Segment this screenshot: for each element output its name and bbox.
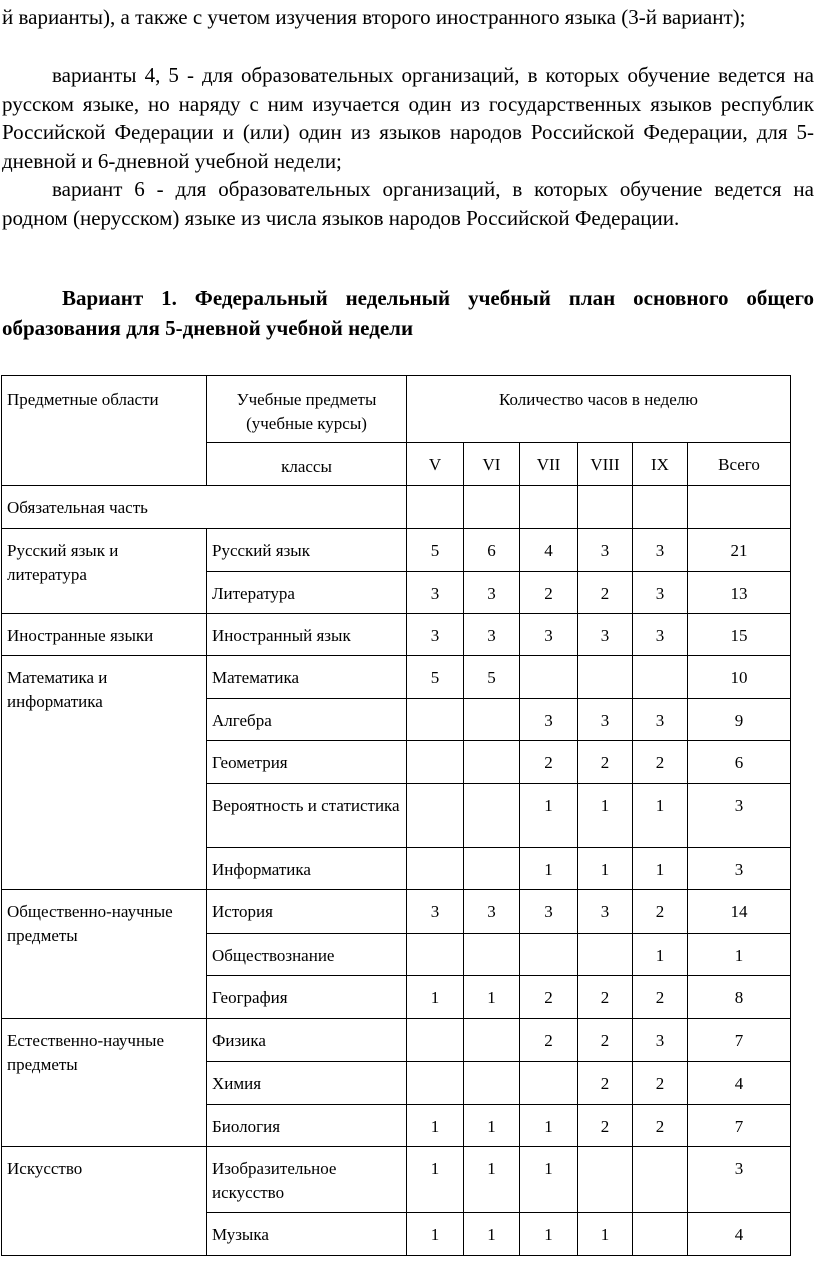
hours-cell xyxy=(407,741,464,784)
empty-cell xyxy=(520,486,578,529)
hours-total: 6 xyxy=(688,741,791,784)
hours-cell xyxy=(407,699,464,741)
hours-total: 10 xyxy=(688,656,791,699)
subject-name: Геометрия xyxy=(207,741,407,784)
hours-cell xyxy=(578,656,633,699)
hours-cell xyxy=(520,1062,578,1105)
table-row xyxy=(2,1019,791,1062)
hours-cell xyxy=(633,1147,688,1213)
hours-cell: 3 xyxy=(633,699,688,741)
hours-cell: 3 xyxy=(520,890,578,934)
hours-cell: 3 xyxy=(407,614,464,656)
hours-cell: 2 xyxy=(578,1019,633,1062)
header-hours: Количество часов в неделю xyxy=(407,376,791,443)
subject-name: Информатика xyxy=(207,848,407,890)
hours-cell xyxy=(464,1019,520,1062)
hours-cell: 1 xyxy=(633,848,688,890)
hours-total: 1 xyxy=(688,934,791,976)
subject-name: Математика xyxy=(207,656,407,699)
hours-cell: 2 xyxy=(520,1019,578,1062)
hours-cell: 1 xyxy=(578,848,633,890)
hours-cell: 1 xyxy=(633,784,688,848)
subject-name: Биология xyxy=(207,1105,407,1147)
hours-cell: 1 xyxy=(407,976,464,1019)
hours-cell: 2 xyxy=(633,1105,688,1147)
hours-cell: 1 xyxy=(407,1213,464,1256)
hours-cell: 1 xyxy=(578,1213,633,1256)
subject-name: Обществознание xyxy=(207,934,407,976)
subject-area: Естественно-научные предметы xyxy=(2,1019,207,1147)
hours-cell: 2 xyxy=(520,976,578,1019)
hours-cell xyxy=(407,1062,464,1105)
subject-area: Иностранные языки xyxy=(2,614,207,656)
intro-paragraph-1: й варианты), а также с учетом изучения второго иностранного языка (3-й вариант); xyxy=(2,5,746,29)
hours-cell: 3 xyxy=(407,890,464,934)
hours-total: 21 xyxy=(688,529,791,572)
hours-cell: 3 xyxy=(407,572,464,614)
hours-cell xyxy=(633,656,688,699)
empty-cell xyxy=(464,486,520,529)
subject-name: Музыка xyxy=(207,1213,407,1256)
hours-cell: 3 xyxy=(520,699,578,741)
hours-cell xyxy=(578,934,633,976)
hours-cell: 3 xyxy=(578,890,633,934)
hours-total: 7 xyxy=(688,1105,791,1147)
hours-cell: 3 xyxy=(578,529,633,572)
hours-cell xyxy=(464,848,520,890)
hours-cell xyxy=(464,699,520,741)
intro-paragraph-3: вариант 6 - для образовательных организаций, в которых обучение ведется на родном (нерусском) языке из числа языков народов Российской Федерации. xyxy=(2,177,814,230)
hours-cell: 3 xyxy=(464,572,520,614)
subject-name: Иностранный язык xyxy=(207,614,407,656)
hours-cell: 1 xyxy=(520,1105,578,1147)
hours-cell: 2 xyxy=(578,1105,633,1147)
hours-cell: 1 xyxy=(407,1147,464,1213)
plan-heading: Вариант 1. Федеральный недельный учебный план основного общего образования для 5-дневной учебной недели xyxy=(2,286,814,340)
hours-cell xyxy=(407,1019,464,1062)
hours-total: 3 xyxy=(688,784,791,848)
hours-cell: 3 xyxy=(464,890,520,934)
hours-cell: 1 xyxy=(520,1147,578,1213)
subject-name: Литература xyxy=(207,572,407,614)
hours-cell: 3 xyxy=(633,1019,688,1062)
hours-cell: 2 xyxy=(633,890,688,934)
table-row xyxy=(2,614,791,656)
hours-cell: 1 xyxy=(520,784,578,848)
grade-header-total: Всего xyxy=(688,443,791,486)
empty-cell xyxy=(688,486,791,529)
subject-name: Химия xyxy=(207,1062,407,1105)
hours-cell: 5 xyxy=(407,529,464,572)
subject-name: Физика xyxy=(207,1019,407,1062)
hours-total: 15 xyxy=(688,614,791,656)
grade-header: VII xyxy=(520,443,578,486)
grade-header: IX xyxy=(633,443,688,486)
grade-header: V xyxy=(407,443,464,486)
subject-name: Изобразительное искусство xyxy=(207,1147,407,1213)
hours-cell: 3 xyxy=(578,699,633,741)
table-row xyxy=(2,890,791,934)
hours-total: 4 xyxy=(688,1213,791,1256)
intro-paragraph-2: варианты 4, 5 - для образовательных организаций, в которых обучение ведется на русском языке, но наряду с ним изучается один из государственных языков республик Российской Федерации и (или) один из языков народов Российской Федерации, для 5-дневной и 6-дневной учебной недели; xyxy=(2,63,814,173)
table-row xyxy=(2,656,791,699)
hours-cell: 2 xyxy=(633,1062,688,1105)
hours-cell: 2 xyxy=(578,976,633,1019)
hours-total: 4 xyxy=(688,1062,791,1105)
table-header-row xyxy=(2,376,791,443)
hours-total: 9 xyxy=(688,699,791,741)
hours-cell: 1 xyxy=(464,1105,520,1147)
hours-cell: 1 xyxy=(633,934,688,976)
subject-area: Математика и информатика xyxy=(2,656,207,890)
hours-cell xyxy=(520,934,578,976)
hours-cell: 1 xyxy=(464,1147,520,1213)
hours-total: 3 xyxy=(688,1147,791,1213)
hours-cell xyxy=(633,1213,688,1256)
hours-cell: 3 xyxy=(633,614,688,656)
empty-cell xyxy=(407,486,464,529)
hours-cell: 1 xyxy=(520,1213,578,1256)
subject-name: География xyxy=(207,976,407,1019)
subject-name: Вероятность и статистика xyxy=(207,784,407,848)
hours-cell: 2 xyxy=(633,741,688,784)
hours-cell xyxy=(407,934,464,976)
hours-cell xyxy=(464,784,520,848)
hours-cell: 3 xyxy=(578,614,633,656)
hours-cell: 3 xyxy=(633,529,688,572)
hours-cell: 3 xyxy=(464,614,520,656)
hours-cell: 2 xyxy=(578,741,633,784)
hours-cell: 2 xyxy=(578,572,633,614)
hours-cell xyxy=(464,741,520,784)
table-row xyxy=(2,1147,791,1213)
hours-cell: 5 xyxy=(407,656,464,699)
curriculum-table xyxy=(1,375,791,1256)
subject-name: История xyxy=(207,890,407,934)
hours-cell: 3 xyxy=(633,572,688,614)
header-classes: классы xyxy=(207,443,407,486)
hours-cell: 3 xyxy=(520,614,578,656)
hours-total: 8 xyxy=(688,976,791,1019)
hours-cell: 1 xyxy=(578,784,633,848)
mandatory-part-row xyxy=(2,486,791,529)
hours-cell: 2 xyxy=(578,1062,633,1105)
hours-cell xyxy=(578,1147,633,1213)
hours-cell: 1 xyxy=(464,976,520,1019)
hours-cell: 4 xyxy=(520,529,578,572)
hours-cell xyxy=(464,1062,520,1105)
hours-cell: 1 xyxy=(520,848,578,890)
subject-area: Русский язык и литература xyxy=(2,529,207,614)
hours-cell: 6 xyxy=(464,529,520,572)
subject-area: Общественно-научные предметы xyxy=(2,890,207,1019)
hours-cell: 1 xyxy=(407,1105,464,1147)
hours-cell xyxy=(464,934,520,976)
subject-name: Алгебра xyxy=(207,699,407,741)
subject-area: Искусство xyxy=(2,1147,207,1256)
grade-header: VIII xyxy=(578,443,633,486)
empty-cell xyxy=(578,486,633,529)
hours-total: 14 xyxy=(688,890,791,934)
table-row xyxy=(2,529,791,572)
table-body xyxy=(2,376,791,1256)
hours-cell xyxy=(407,848,464,890)
hours-total: 13 xyxy=(688,572,791,614)
hours-cell xyxy=(407,784,464,848)
hours-cell: 2 xyxy=(633,976,688,1019)
subject-name: Русский язык xyxy=(207,529,407,572)
grade-header: VI xyxy=(464,443,520,486)
empty-cell xyxy=(633,486,688,529)
header-subjects: Учебные предметы (учебные курсы) xyxy=(207,376,407,443)
mandatory-part-label: Обязательная часть xyxy=(2,486,407,529)
hours-cell: 2 xyxy=(520,741,578,784)
hours-cell: 1 xyxy=(464,1213,520,1256)
hours-total: 7 xyxy=(688,1019,791,1062)
hours-cell: 5 xyxy=(464,656,520,699)
hours-cell: 2 xyxy=(520,572,578,614)
hours-total: 3 xyxy=(688,848,791,890)
hours-cell xyxy=(520,656,578,699)
header-area: Предметные области xyxy=(2,376,207,486)
